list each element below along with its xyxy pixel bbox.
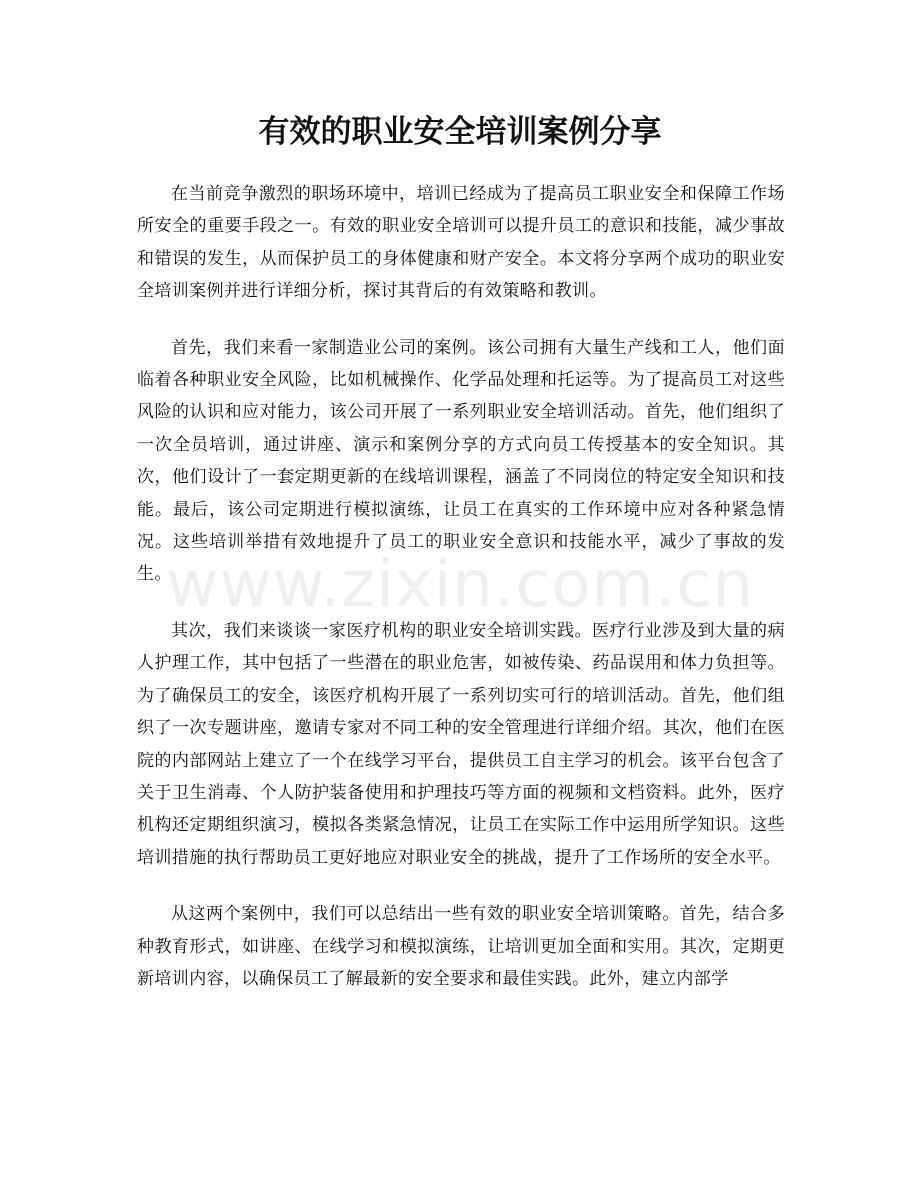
document-body bbox=[137, 178, 785, 1019]
paragraph-medical-case: 其次，我们来谈谈一家医疗机构的职业安全培训实践。医疗行业涉及到大量的病人护理工作，其中包括了一些潜在的职业危害，如被传染、药品误用和体力负担等。为了确保员工的安全，该医疗机构开展了一系列切实可行的培训活动。首先，他们组织了一次专题讲座，邀请专家对不同工种的安全管理进行详细介绍。其次，他们在医院的内部网站上建立了一个在线学习平台，提供员工自主学习的机会。该平台包含了关于卫生消毒、个人防护装备使用和护理技巧等方面的视频和文档资料。此外，医疗机构还定期组织演习，模拟各类紧急情况，让员工在实际工作中运用所学知识。这些培训措施的执行帮助员工更好地应对职业安全的挑战，提升了工作场所的安全水平。 bbox=[137, 620, 785, 868]
watermark: www.zixin.com.cn bbox=[165, 548, 755, 622]
paragraph-manufacturing-case: 首先，我们来看一家制造业公司的案例。该公司拥有大量生产线和工人，他们面临着各种职业安全风险，比如机械操作、化学品处理和托运等。为了提高员工对这些风险的认识和应对能力，该公司开展了一系列职业安全培训活动。首先，他们组织了一次全员培训，通过讲座、演示和案例分享的方式向员工传授基本的安全知识。其次，他们设计了一套定期更新的在线培训课程，涵盖了不同岗位的特定安全知识和技能。最后，该公司定期进行模拟演练，让员工在真实的工作环境中应对各种紧急情况。这些培训举措有效地提升了员工的职业安全意识和技能水平，减少了事故的发生。 bbox=[137, 337, 785, 585]
paragraph-summary: 从这两个案例中，我们可以总结出一些有效的职业安全培训策略。首先，结合多种教育形式，如讲座、在线学习和模拟演练，让培训更加全面和实用。其次，定期更新培训内容，以确保员工了解最新的安全要求和最佳实践。此外，建立内部学 bbox=[137, 904, 785, 989]
document-title: 有效的职业安全培训案例分享 bbox=[258, 114, 662, 150]
paragraph-intro: 在当前竞争激烈的职场环境中，培训已经成为了提高员工职业安全和保障工作场所安全的重要手段之一。有效的职业安全培训可以提升员工的意识和技能，减少事故和错误的发生，从而保护员工的身体健康和财产安全。本文将分享两个成功的职业安全培训案例并进行详细分析，探讨其背后的有效策略和教训。 bbox=[137, 184, 785, 302]
